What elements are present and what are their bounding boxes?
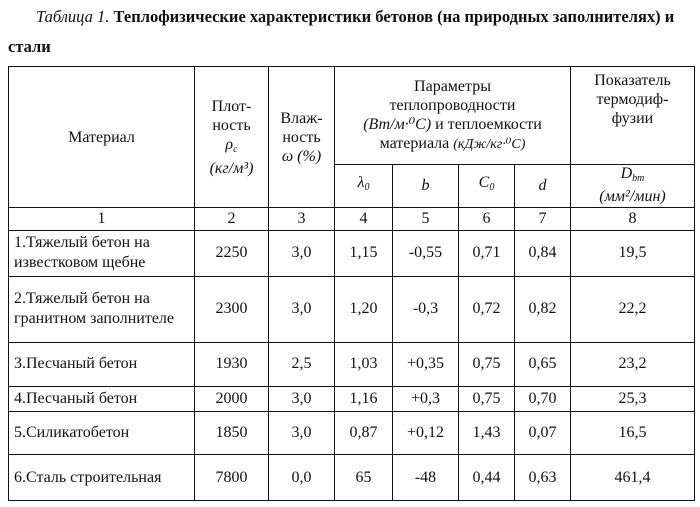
subheader-c-sub: 0 [489, 182, 495, 194]
cell-material: 6.Сталь строительная [9, 455, 195, 501]
table-row [9, 386, 695, 411]
header-diffusion-line3: фузии [611, 110, 654, 127]
cell-b: +0,12 [393, 411, 459, 455]
caption-title: Теплофизические характеристики бетонов (на природных заполнителях) и стали [8, 7, 675, 56]
cell-material: 5.Силикатобетон [9, 411, 195, 455]
cell-lambda: 1,20 [335, 276, 393, 342]
column-number: 3 [269, 208, 335, 231]
header-params-mid: и теплоемкости [435, 115, 542, 133]
table-row [9, 343, 695, 387]
header-row [9, 67, 695, 165]
cell-b: -48 [393, 455, 459, 501]
cell-d: 0,84 [515, 231, 571, 277]
cell-c: 0,72 [459, 276, 515, 342]
header-params-line4: материала [379, 134, 450, 152]
subheader-lambda-sub: 0 [364, 182, 370, 194]
header-diffusion-line1: Показатель [594, 72, 671, 89]
cell-humidity: 0,0 [269, 455, 335, 501]
subheader-lambda-symbol: λ [357, 174, 365, 192]
subheader-diffusion [571, 164, 695, 208]
subheader-diffusion-sub: bm [632, 173, 645, 185]
header-params-line2: теплопроводности [389, 96, 516, 114]
table-row [9, 276, 695, 342]
cell-d: 0,82 [515, 276, 571, 342]
header-params-unit1: (Вт/м·⁰С) [363, 115, 432, 133]
cell-humidity: 3,0 [269, 231, 335, 277]
cell-lambda: 1,15 [335, 231, 393, 277]
cell-c: 0,71 [459, 231, 515, 277]
table-caption [8, 2, 694, 62]
header-density-symbol: ρ [225, 135, 234, 153]
subheader-b-symbol: b [421, 176, 430, 194]
cell-b: -0,55 [393, 231, 459, 277]
cell-density: 2250 [195, 231, 269, 277]
cell-c: 0,75 [459, 386, 515, 411]
header-density-unit: (кг/м³) [209, 159, 254, 177]
subheader-b [393, 164, 459, 208]
header-humidity [269, 67, 335, 208]
cell-lambda: 65 [335, 455, 393, 501]
cell-b: +0,3 [393, 386, 459, 411]
subheader-d-symbol: d [538, 176, 547, 194]
cell-d: 0,07 [515, 411, 571, 455]
cell-material: 1.Тяжелый бетон на известковом щебне [9, 231, 195, 277]
cell-diffusion: 16,5 [571, 411, 695, 455]
header-material-label: Материал [68, 128, 135, 146]
column-number: 1 [9, 208, 195, 231]
column-number: 6 [459, 208, 515, 231]
subheader-lambda [335, 164, 393, 208]
cell-d: 0,70 [515, 386, 571, 411]
subheader-diffusion-symbol: D [620, 165, 633, 183]
cell-d: 0,63 [515, 455, 571, 501]
column-number-row [9, 208, 695, 231]
table-row [9, 411, 695, 455]
column-number: 8 [571, 208, 695, 231]
cell-density: 1850 [195, 411, 269, 455]
cell-diffusion: 19,5 [571, 231, 695, 277]
cell-humidity: 3,0 [269, 386, 335, 411]
cell-material: 3.Песчаный бетон [9, 343, 195, 387]
properties-table [8, 66, 695, 501]
cell-lambda: 1,03 [335, 343, 393, 387]
subheader-c [459, 164, 515, 208]
cell-c: 0,75 [459, 343, 515, 387]
cell-density: 2000 [195, 386, 269, 411]
table-row [9, 455, 695, 501]
cell-c: 1,43 [459, 411, 515, 455]
cell-c: 0,44 [459, 455, 515, 501]
cell-humidity: 3,0 [269, 411, 335, 455]
header-humidity-unit: ω (%) [281, 147, 322, 165]
header-density-label: Плот-ность [211, 97, 252, 134]
cell-density: 1930 [195, 343, 269, 387]
header-density-sub: c [233, 143, 238, 155]
cell-material: 4.Песчаный бетон [9, 386, 195, 411]
header-humidity-label: Влаж-ность [280, 109, 323, 146]
column-number: 4 [335, 208, 393, 231]
header-density [195, 67, 269, 208]
column-number: 2 [195, 208, 269, 231]
cell-diffusion: 23,2 [571, 343, 695, 387]
cell-humidity: 2,5 [269, 343, 335, 387]
header-params-unit2: (кДж/кг·⁰С) [453, 136, 526, 152]
cell-diffusion: 25,3 [571, 386, 695, 411]
caption-prefix: Таблица 1. [36, 7, 110, 26]
subheader-d [515, 164, 571, 208]
header-diffusion-line2: термодиф- [596, 91, 669, 108]
cell-humidity: 3,0 [269, 276, 335, 342]
cell-lambda: 0,87 [335, 411, 393, 455]
cell-density: 7800 [195, 455, 269, 501]
subheader-diffusion-unit: (мм²/мин) [599, 188, 666, 206]
header-params [335, 67, 571, 165]
cell-b: +0,35 [393, 343, 459, 387]
cell-diffusion: 461,4 [571, 455, 695, 501]
cell-d: 0,65 [515, 343, 571, 387]
cell-density: 2300 [195, 276, 269, 342]
header-diffusion [571, 67, 695, 165]
header-material [9, 67, 195, 208]
column-number: 5 [393, 208, 459, 231]
cell-diffusion: 22,2 [571, 276, 695, 342]
column-number: 7 [515, 208, 571, 231]
cell-b: -0,3 [393, 276, 459, 342]
cell-lambda: 1,16 [335, 386, 393, 411]
header-params-line1: Параметры [414, 77, 491, 95]
table-row [9, 231, 695, 277]
cell-material: 2.Тяжелый бетон на гранитном заполнителе [9, 276, 195, 342]
subheader-c-symbol: C [478, 174, 490, 192]
